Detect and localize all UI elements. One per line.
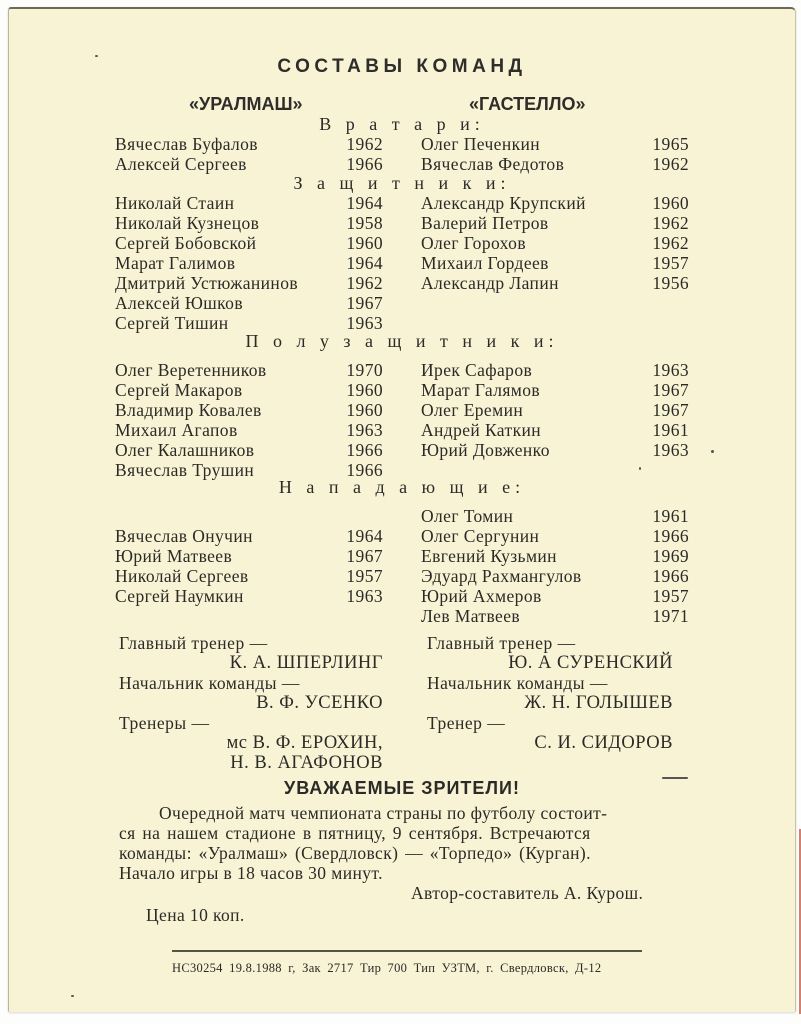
player-name: Олег Томин [421, 506, 514, 526]
player-birth-year: 1962 [346, 134, 383, 154]
player-birth-year: 1961 [652, 420, 689, 440]
player-birth-year: 1966 [346, 460, 383, 480]
player-name: Юрий Матвеев [115, 546, 233, 566]
right-player-row [9, 506, 795, 526]
player-birth-year: 1966 [346, 440, 383, 460]
player-name: Алексей Юшков [115, 293, 243, 313]
right-player-row [9, 566, 795, 586]
paper-mark [662, 777, 688, 779]
player-name: Олег Веретенников [115, 360, 267, 380]
player-name: Евгений Кузьмин [421, 546, 557, 566]
player-birth-year: 1964 [346, 193, 383, 213]
team-right-name: «ГАСТЕЛЛО» [469, 94, 586, 114]
player-birth-year: 1970 [346, 360, 383, 380]
player-name: Юрий Ахмеров [421, 586, 542, 606]
notice-line-3: команды: «Уралмаш» (Свердловск) — «Торпедо» (Курган). [119, 843, 591, 863]
player-birth-year: 1963 [346, 313, 383, 333]
right-player-row [9, 134, 795, 154]
right-player-row [9, 440, 795, 460]
left-coach-1: мс В. Ф. ЕРОХИН, [226, 733, 383, 753]
player-birth-year: 1957 [652, 586, 689, 606]
team-left-name: «УРАЛМАШ» [189, 94, 303, 114]
right-player-row [9, 193, 795, 213]
right-coach-1: С. И. СИДОРОВ [534, 733, 673, 753]
left-team-chief-label: Начальник команды — [119, 673, 300, 693]
position-heading: Н а п а д а ю щ и е: [278, 477, 526, 497]
player-name: Вячеслав Трушин [115, 460, 255, 480]
imprint-text: НС30254 19.8.1988 г, Зак 2717 Тир 700 Тип УЗТМ, г. Свердловск, Д-12 [172, 961, 602, 975]
player-birth-year: 1963 [652, 440, 689, 460]
player-name: Владимир Ковалев [115, 400, 262, 420]
player-name: Олег Печенкин [421, 134, 541, 154]
player-birth-year: 1956 [652, 273, 689, 293]
player-birth-year: 1967 [652, 400, 689, 420]
page-title: СОСТАВЫ КОМАНД [277, 56, 527, 77]
player-name: Юрий Довженко [421, 440, 550, 460]
player-birth-year: 1963 [652, 360, 689, 380]
player-name: Сергей Наумкин [115, 586, 244, 606]
player-birth-year: 1958 [346, 213, 383, 233]
player-name: Николай Кузнецов [115, 213, 260, 233]
player-birth-year: 1966 [652, 566, 689, 586]
player-birth-year: 1961 [652, 506, 689, 526]
player-name: Олег Еремин [421, 400, 524, 420]
right-player-row [9, 586, 795, 606]
paper-speck [639, 467, 641, 470]
player-birth-year: 1971 [652, 606, 689, 626]
player-name: Эдуард Рахмангулов [421, 566, 582, 586]
right-player-row [9, 606, 795, 626]
left-player-row [9, 313, 795, 333]
notice-line-1: Очередной матч чемпионата страны по футболу состоит- [159, 803, 608, 823]
player-birth-year: 1964 [346, 253, 383, 273]
right-player-row [9, 360, 795, 380]
player-birth-year: 1966 [346, 154, 383, 174]
right-coaches-label: Тренер — [427, 713, 506, 733]
left-head-coach: К. А. ШПЕРЛИНГ [229, 653, 383, 673]
player-birth-year: 1967 [346, 546, 383, 566]
player-name: Вячеслав Федотов [421, 154, 565, 174]
left-coach-2: Н. В. АГАФОНОВ [230, 753, 383, 773]
right-player-row [9, 546, 795, 566]
program-page [8, 7, 796, 1012]
player-birth-year: 1960 [652, 193, 689, 213]
notice-line-4: Начало игры в 18 часов 30 минут. [119, 863, 383, 883]
right-player-row [9, 154, 795, 174]
left-team-chief: В. Ф. УСЕНКО [256, 693, 383, 713]
player-birth-year: 1963 [346, 420, 383, 440]
player-name: Сергей Бобовской [115, 233, 257, 253]
player-name: Александр Лапин [421, 273, 559, 293]
player-name: Сергей Тишин [115, 313, 229, 333]
right-player-row [9, 380, 795, 400]
player-birth-year: 1957 [346, 566, 383, 586]
player-name: Дмитрий Устюжанинов [115, 273, 299, 293]
player-name: Лев Матвеев [421, 606, 521, 626]
right-player-row [9, 400, 795, 420]
player-birth-year: 1960 [346, 380, 383, 400]
player-name: Марат Галимов [115, 253, 236, 273]
right-player-row [9, 213, 795, 233]
position-heading: П о л у з а щ и т н и к и: [245, 331, 559, 351]
player-birth-year: 1963 [346, 586, 383, 606]
player-name: Вячеслав Буфалов [115, 134, 258, 154]
player-name: Сергей Макаров [115, 380, 243, 400]
player-birth-year: 1967 [346, 293, 383, 313]
player-name: Олег Калашников [115, 440, 255, 460]
imprint-rule [172, 950, 642, 952]
player-birth-year: 1960 [346, 400, 383, 420]
paper-speck [711, 450, 714, 453]
player-name: Андрей Каткин [421, 420, 542, 440]
player-name: Алексей Сергеев [115, 154, 247, 174]
position-heading: В р а т а р и: [319, 114, 485, 134]
player-birth-year: 1964 [346, 526, 383, 546]
notice-author: Автор-составитель А. Курош. [411, 883, 644, 903]
player-birth-year: 1969 [652, 546, 689, 566]
right-player-row [9, 526, 795, 546]
player-name: Олег Горохов [421, 233, 526, 253]
player-name: Марат Галямов [421, 380, 541, 400]
right-player-row [9, 273, 795, 293]
position-heading: З а щ и т н и к и: [293, 173, 511, 193]
player-birth-year: 1962 [652, 213, 689, 233]
player-name: Валерий Петров [421, 213, 549, 233]
player-birth-year: 1962 [346, 273, 383, 293]
left-coaches-label: Тренеры — [119, 713, 210, 733]
player-name: Ирек Сафаров [421, 360, 533, 380]
right-team-chief-label: Начальник команды — [427, 673, 608, 693]
right-head-coach-label: Главный тренер — [427, 633, 576, 653]
player-name: Александр Крупский [421, 193, 586, 213]
player-birth-year: 1957 [652, 253, 689, 273]
right-player-row [9, 420, 795, 440]
notice-heading: УВАЖАЕМЫЕ ЗРИТЕЛИ! [284, 778, 520, 798]
player-birth-year: 1962 [652, 154, 689, 174]
player-birth-year: 1960 [346, 233, 383, 253]
player-name: Олег Сергунин [421, 526, 540, 546]
player-birth-year: 1962 [652, 233, 689, 253]
notice-line-2: ся на нашем стадионе в пятницу, 9 сентября. Встречаются [119, 823, 591, 843]
paper-speck [71, 995, 74, 997]
left-player-row [9, 293, 795, 313]
player-birth-year: 1967 [652, 380, 689, 400]
player-name: Николай Стаин [115, 193, 235, 213]
player-birth-year: 1966 [652, 526, 689, 546]
player-name: Николай Сергеев [115, 566, 249, 586]
player-birth-year: 1965 [652, 134, 689, 154]
player-name: Вячеслав Онучин [115, 526, 253, 546]
player-name: Михаил Гордеев [421, 253, 549, 273]
right-team-chief: Ж. Н. ГОЛЫШЕВ [524, 693, 673, 713]
left-head-coach-label: Главный тренер — [119, 633, 268, 653]
right-player-row [9, 233, 795, 253]
right-player-row [9, 253, 795, 273]
paper-speck [95, 55, 98, 57]
player-name: Михаил Агапов [115, 420, 238, 440]
notice-price: Цена 10 коп. [146, 905, 245, 925]
right-head-coach: Ю. А СУРЕНСКИЙ [508, 653, 673, 673]
